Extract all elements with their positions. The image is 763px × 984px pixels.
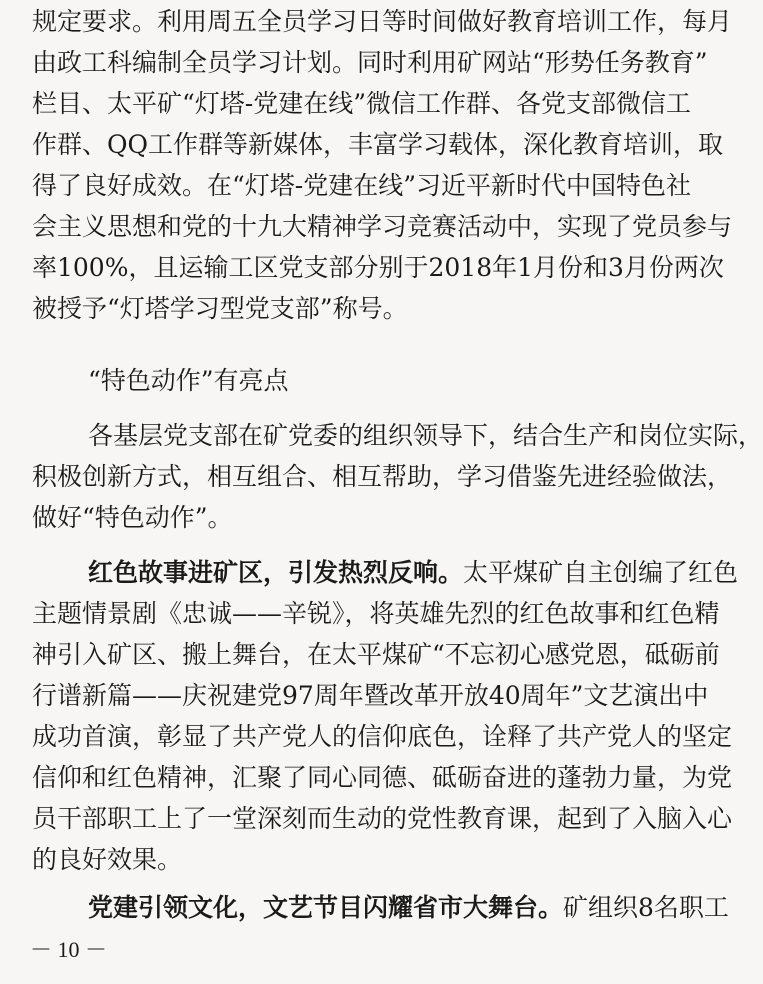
text-line: 成功首演，彰显了共产党人的信仰底色，诠释了共产党人的坚定 — [32, 722, 733, 751]
text-line: 被授予“灯塔学习型党支部”称号。 — [32, 294, 408, 323]
text-line: 栏目、太平矿“灯塔-党建在线”微信工作群、各党支部微信工 — [32, 89, 692, 118]
text-line: 信仰和红色精神，汇聚了同心同德、砥砺奋进的蓬勃力量，为党 — [32, 763, 733, 792]
text-line: 会主义思想和党的十九大精神学习竞赛活动中，实现了党员参与 — [32, 212, 733, 241]
paragraph-lead-bold: 红色故事进矿区，引发热烈反响。 — [88, 558, 464, 587]
paragraph-lead-bold: 党建引领文化，文艺节目闪耀省市大舞台。 — [88, 893, 564, 922]
paragraph-text: 矿组织8名职工 — [563, 893, 729, 922]
text-line: 员干部职工上了一堂深刻而生动的党性教育课，起到了入脑入心 — [32, 804, 733, 833]
text-line: 规定要求。利用周五全员学习日等时间做好教育培训工作，每月 — [32, 7, 733, 36]
paragraph-text: 太平煤矿自主创编了红色 — [463, 558, 739, 587]
text-line: 神引入矿区、搬上舞台，在太平煤矿“不忘初心感党恩，砥砺前 — [32, 640, 720, 669]
text-line — [88, 890, 729, 926]
text-line: 由政工科编制全员学习计划。同时利用矿网站“形势任务教育” — [32, 48, 708, 77]
text-line: 得了良好成效。在“灯塔-党建在线”习近平新时代中国特色社 — [32, 171, 692, 200]
section-heading: “特色动作”有亮点 — [88, 366, 289, 395]
text-line: 积极创新方式，相互组合、相互帮助，学习借鉴先进经验做法， — [32, 462, 733, 491]
text-line: 率100%，且运输工区党支部分别于2018年1月份和3月份两次 — [32, 253, 724, 282]
text-line: 作群、QQ工作群等新媒体，丰富学习载体，深化教育培训，取 — [32, 130, 723, 159]
text-line: 的良好效果。 — [32, 845, 183, 874]
text-line: 各基层党支部在矿党委的组织领导下，结合生产和岗位实际， — [88, 421, 763, 450]
text-line: 行谱新篇——庆祝建党97周年暨改革开放40周年”文艺演出中 — [32, 681, 709, 710]
text-line: 做好“特色动作”。 — [32, 503, 233, 532]
text-line — [88, 555, 738, 591]
text-line: 主题情景剧《忠诚——辛锐》，将英雄先烈的红色故事和红色精 — [32, 599, 720, 628]
page-number: － 10 － — [30, 937, 108, 962]
